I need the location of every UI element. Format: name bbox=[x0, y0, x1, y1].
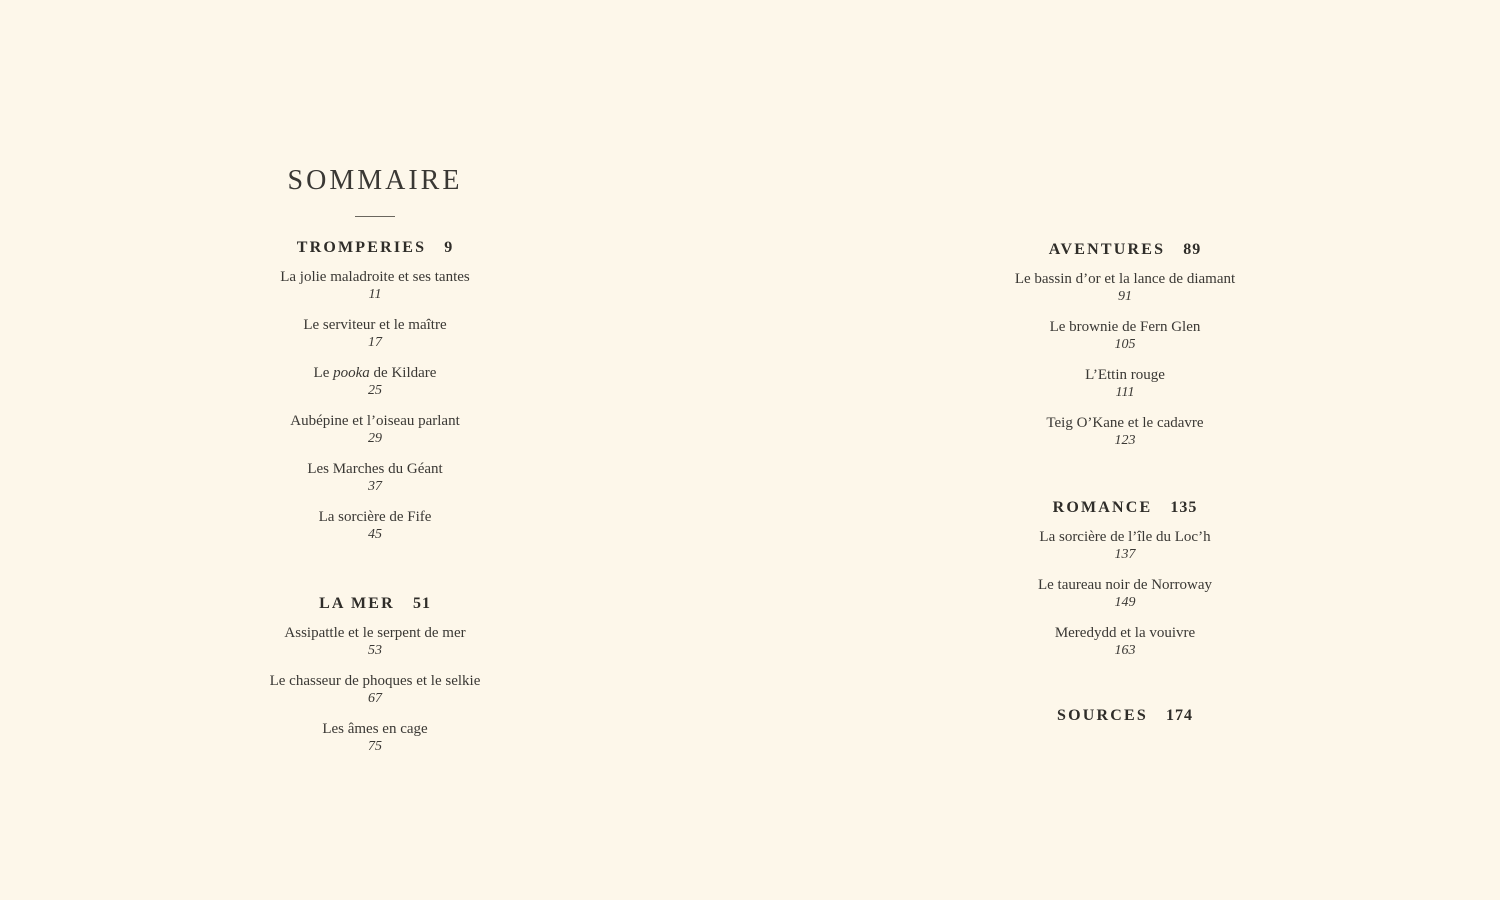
toc-entry[interactable] bbox=[985, 366, 1265, 402]
toc-entry[interactable] bbox=[985, 576, 1265, 612]
section-page: 135 bbox=[1170, 499, 1198, 516]
entry-title: La sorcière de Fife bbox=[318, 509, 432, 525]
section-tromperies bbox=[235, 238, 515, 556]
title-divider bbox=[355, 216, 395, 217]
entry-title: L’Ettin rouge bbox=[1085, 367, 1165, 383]
section-name: TROMPERIES bbox=[296, 239, 427, 256]
entry-page: 149 bbox=[1114, 595, 1136, 610]
section-name: LA MER bbox=[319, 595, 395, 612]
toc-entry[interactable] bbox=[235, 316, 515, 352]
entry-title bbox=[235, 364, 515, 382]
toc-entry[interactable] bbox=[235, 412, 515, 448]
entry-page: 75 bbox=[368, 739, 382, 754]
entry-page: 25 bbox=[368, 383, 382, 398]
toc-entry[interactable] bbox=[235, 268, 515, 304]
section-heading[interactable] bbox=[985, 240, 1265, 260]
section-page: 174 bbox=[1165, 707, 1193, 724]
entry-title: Le chasseur de phoques et le selkie bbox=[269, 673, 481, 689]
section-name: SOURCES bbox=[1057, 707, 1148, 724]
entry-title: La jolie maladroite et ses tantes bbox=[280, 269, 470, 285]
entry-title: Le bassin d’or et la lance de diamant bbox=[1014, 271, 1236, 287]
toc-entry[interactable] bbox=[985, 624, 1265, 660]
entry-page: 53 bbox=[368, 643, 382, 658]
entry-title-emphasis: pooka bbox=[333, 365, 370, 381]
entry-page: 111 bbox=[1115, 385, 1135, 400]
entry-page: 137 bbox=[1114, 547, 1136, 562]
entry-title: Le brownie de Fern Glen bbox=[1049, 319, 1201, 335]
entry-title: Teig O’Kane et le cadavre bbox=[1046, 415, 1204, 431]
entry-title: Assipattle et le serpent de mer bbox=[284, 625, 466, 641]
entry-page: 91 bbox=[1118, 289, 1132, 304]
section-la-mer bbox=[235, 594, 515, 768]
entry-title: Les âmes en cage bbox=[322, 721, 428, 737]
section-name: ROMANCE bbox=[1052, 499, 1153, 516]
entry-page: 37 bbox=[368, 479, 382, 494]
entry-page: 123 bbox=[1114, 433, 1136, 448]
entry-title: Meredydd et la vouivre bbox=[1054, 625, 1196, 641]
section-page: 89 bbox=[1183, 241, 1202, 258]
entry-page: 29 bbox=[368, 431, 382, 446]
toc-entry[interactable] bbox=[235, 508, 515, 544]
entry-title: Le serviteur et le maître bbox=[303, 317, 447, 333]
entry-title-post: de Kildare bbox=[369, 365, 437, 381]
section-heading[interactable] bbox=[235, 238, 515, 258]
section-page: 51 bbox=[412, 595, 431, 612]
entry-title-pre: Le bbox=[313, 365, 334, 381]
section-name: AVENTURES bbox=[1048, 241, 1166, 258]
toc-entry[interactable] bbox=[235, 624, 515, 660]
section-sources bbox=[985, 706, 1265, 726]
section-heading[interactable] bbox=[985, 706, 1265, 726]
entry-page: 11 bbox=[368, 287, 382, 302]
entry-title: Les Marches du Géant bbox=[307, 461, 443, 477]
entry-page: 67 bbox=[368, 691, 382, 706]
section-heading[interactable] bbox=[985, 498, 1265, 518]
entry-page: 17 bbox=[368, 335, 382, 350]
section-page: 9 bbox=[444, 239, 454, 256]
toc-entry[interactable] bbox=[235, 720, 515, 756]
entry-title: La sorcière de l’île du Loc’h bbox=[1039, 529, 1211, 545]
toc-entry[interactable] bbox=[985, 318, 1265, 354]
toc-entry[interactable] bbox=[985, 270, 1265, 306]
page-title: SOMMAIRE bbox=[287, 165, 463, 196]
toc-entry[interactable] bbox=[235, 672, 515, 708]
toc-entry[interactable] bbox=[235, 460, 515, 496]
toc-entry[interactable] bbox=[985, 414, 1265, 450]
section-heading[interactable] bbox=[235, 594, 515, 614]
entry-page: 163 bbox=[1114, 643, 1136, 658]
section-aventures bbox=[985, 240, 1265, 462]
entry-page: 45 bbox=[368, 527, 382, 542]
toc-entry[interactable] bbox=[235, 364, 515, 400]
toc-entry[interactable] bbox=[985, 528, 1265, 564]
entry-title: Aubépine et l’oiseau parlant bbox=[290, 413, 460, 429]
section-romance bbox=[985, 498, 1265, 672]
entry-title: Le taureau noir de Norroway bbox=[1037, 577, 1213, 593]
entry-page: 105 bbox=[1114, 337, 1136, 352]
